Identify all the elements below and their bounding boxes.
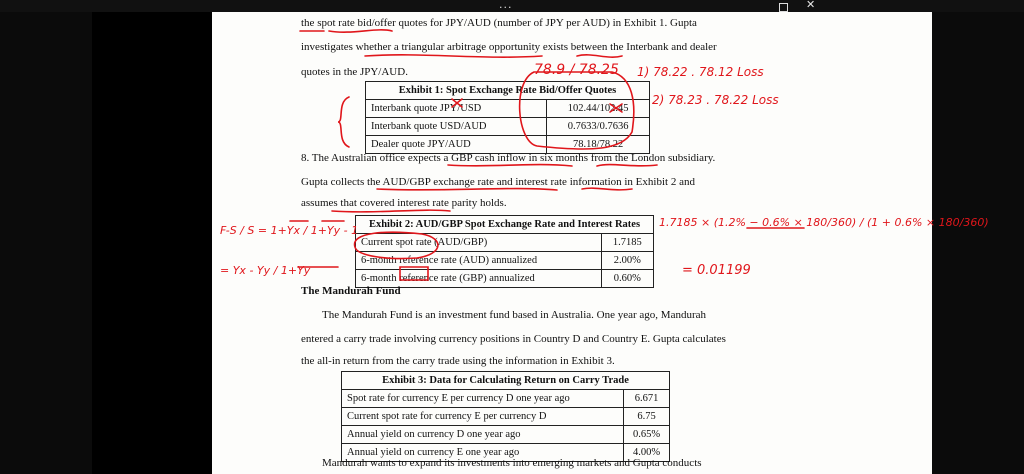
body-text-line: assumes that covered interest rate parity holds. <box>301 197 507 209</box>
table-cell-label: Current spot rate (AUD/GBP) <box>356 234 602 252</box>
table-cell-label: 6-month reference rate (GBP) annualized <box>356 270 602 288</box>
body-text-line: quotes in the JPY/AUD. <box>301 66 408 78</box>
table-cell-label: Annual yield on currency D one year ago <box>342 426 624 444</box>
table-cell-label: Interbank quote USD/AUD <box>366 118 547 136</box>
handwritten-formula: 1.7185 × (1.2% − 0.6% × 180/360) / (1 + 0.6% × 180/360) <box>659 216 989 229</box>
exhibit-1-table <box>365 81 650 154</box>
table-cell-label: 6-month reference rate (AUD) annualized <box>356 252 602 270</box>
table-cell-label: Dealer quote JPY/AUD <box>366 136 547 154</box>
table-cell-value: 6.671 <box>624 390 670 408</box>
body-text-line: the all-in return from the carry trade using the information in Exhibit 3. <box>301 355 615 367</box>
table-cell-value: 6.75 <box>624 408 670 426</box>
underline-mark <box>597 165 657 166</box>
table-cell-value: 0.7633/0.7636 <box>547 118 650 136</box>
body-text-line: 8. The Australian office expects a GBP cash inflow in six months from the London subsidiary. <box>301 152 716 164</box>
handwritten-formula: F-S / S = 1+Yx / 1+Yy - 1 <box>220 224 359 237</box>
underline-mark <box>377 189 557 190</box>
table-cell-value: 0.65% <box>624 426 670 444</box>
close-window-icon[interactable]: ✕ <box>806 0 816 11</box>
left-margin <box>0 12 92 474</box>
table-cell-label: Current spot rate for currency E per currency D <box>342 408 624 426</box>
underline-mark <box>365 55 542 57</box>
handwritten-result: = 0.01199 <box>682 263 751 278</box>
handwritten-note: 2) 78.23 . 78.22 Loss <box>652 93 779 107</box>
handwritten-formula: = Yx - Yy / 1+Yy <box>220 264 311 277</box>
table-cell-value: 0.60% <box>601 270 653 288</box>
table-cell-value: 102.44/102.45 <box>547 100 650 118</box>
exhibit-1-title: Exhibit 1: Spot Exchange Rate Bid/Offer Quotes <box>366 82 650 100</box>
table-cell-value: 78.18/78.22 <box>547 136 650 154</box>
brace-mark <box>338 97 349 147</box>
exhibit-2-table <box>355 215 654 288</box>
body-text-line: investigates whether a triangular arbitrage opportunity exists between the Interbank and dealer <box>301 41 717 53</box>
body-text-line: entered a carry trade involving currency positions in Country D and Country E. Gupta calculates <box>301 333 726 345</box>
underline-mark <box>582 188 632 190</box>
table-cell-value: 2.00% <box>601 252 653 270</box>
document-page <box>212 12 989 474</box>
underline-mark <box>448 165 572 166</box>
body-text-line: Mandurah wants to expand its investments into emerging markets and Gupta conducts <box>322 457 702 469</box>
right-margin <box>932 12 1024 474</box>
table-cell-value: 1.7185 <box>601 234 653 252</box>
exhibit-3-title: Exhibit 3: Data for Calculating Return on Carry Trade <box>342 372 670 390</box>
body-text-line: The Mandurah Fund is an investment fund based in Australia. One year ago, Mandurah <box>322 309 706 321</box>
handwritten-note: 1) 78.22 . 78.12 Loss <box>637 65 764 79</box>
body-text-line: Gupta collects the AUD/GBP exchange rate and interest rate information in Exhibit 2 and <box>301 176 695 188</box>
more-options-icon[interactable]: ... <box>499 0 513 11</box>
body-text-line: the spot rate bid/offer quotes for JPY/AUD (number of JPY per AUD) in Exhibit 1. Gupta <box>301 17 697 29</box>
exhibit-3-table <box>341 371 670 462</box>
table-cell-label: Spot rate for currency E per currency D one year ago <box>342 390 624 408</box>
underline-mark <box>332 210 450 212</box>
handwritten-note: 78.9 / 78.25 <box>534 62 619 78</box>
table-cell-label: Interbank quote JPY/USD <box>366 100 547 118</box>
exhibit-2-title: Exhibit 2: AUD/GBP Spot Exchange Rate and Interest Rates <box>356 216 654 234</box>
window-titlebar <box>0 0 1024 12</box>
underline-mark <box>329 30 392 32</box>
restore-window-icon[interactable] <box>779 3 788 12</box>
table-cell-label: Annual yield on currency E one year ago <box>342 444 624 462</box>
section-heading: The Mandurah Fund <box>301 285 401 297</box>
table-cell-value: 4.00% <box>624 444 670 462</box>
underline-mark <box>577 55 622 57</box>
